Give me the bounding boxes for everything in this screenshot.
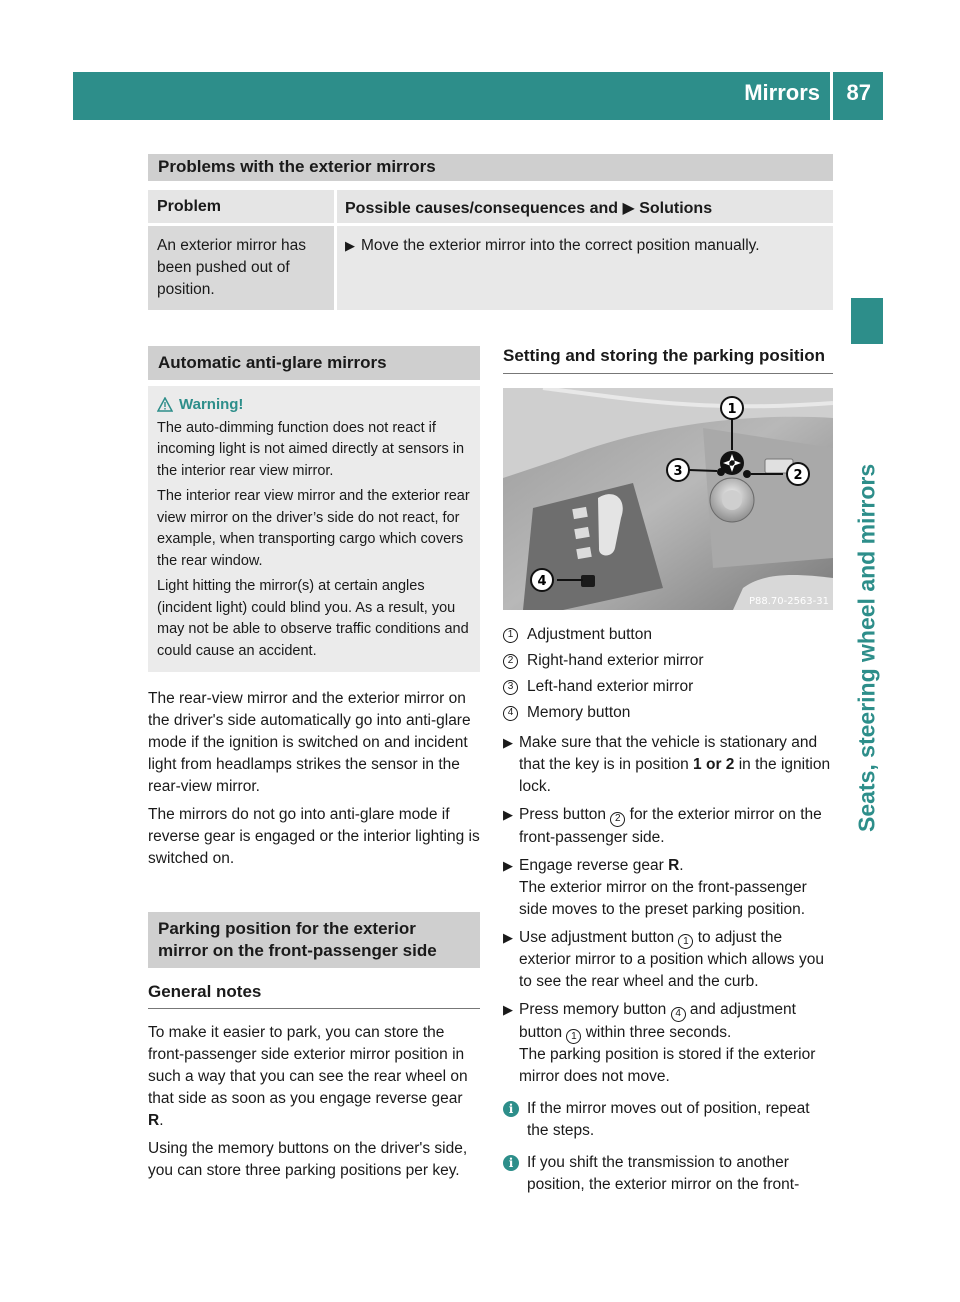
section-heading-setting-parking: Setting and storing the parking position — [503, 346, 833, 374]
step-arrow-icon: ▶ — [503, 807, 513, 822]
step-arrow-icon: ▶ — [503, 929, 513, 945]
column-header-solutions: Possible causes/consequences and ▶ Solutions — [337, 190, 833, 223]
table-row — [148, 226, 833, 310]
warning-paragraph: The interior rear view mirror and the exterior rear view mirror on the driver’s side do not react, for example, when transporting cargo which covers the rear window. — [157, 488, 470, 569]
side-tab-marker — [851, 298, 883, 344]
body-paragraph: To make it easier to park, you can store the front-passenger side exterior mirror position in such a way that you can see the rear wheel on that side as soon as you engage reverse gear R. — [148, 1024, 468, 1129]
info-note: i If the mirror moves out of position, repeat the steps. — [503, 1098, 833, 1142]
info-icon: i — [503, 1101, 519, 1117]
legend-list — [503, 622, 833, 726]
list-item: 1 Adjustment button — [503, 622, 833, 648]
instruction-step: ▶ Press memory button 4 and adjustment button 1 within three seconds. The parking position is stored if the exterior mirror does not move. — [503, 999, 833, 1088]
instruction-step: ▶ Make sure that the vehicle is stationary and that the key is in position 1 or 2 in the ignition lock. — [503, 732, 833, 798]
photo-reference-code: P88.70-2563-31 — [748, 596, 829, 607]
subheading-general-notes: General notes — [148, 982, 480, 1009]
solution-text: Move the exterior mirror into the correct position manually. — [361, 237, 760, 254]
body-paragraph: The mirrors do not go into anti-glare mode if reverse gear is engaged or the interior lighting is switched on. — [148, 806, 480, 867]
instruction-step: ▶ Engage reverse gear R. The exterior mirror on the front-passenger side moves to the preset parking position. — [503, 855, 833, 921]
callout-label: 3 — [673, 464, 683, 479]
section-heading-anti-glare: Automatic anti-glare mirrors — [148, 346, 480, 380]
door-controls-illustration — [503, 388, 833, 610]
info-note: i If you shift the transmission to another position, the exterior mirror on the front- — [503, 1152, 833, 1196]
body-paragraph: The rear-view mirror and the exterior mirror on the driver's side automatically go into anti-glare mode if the ignition is switched on and incident light from headlamps strikes the sensor in the rear-view mirror. — [148, 690, 471, 795]
column-header-problem: Problem — [148, 190, 334, 223]
solution-cell — [337, 226, 833, 310]
header-bar — [73, 72, 883, 120]
chapter-title: Mirrors — [744, 80, 820, 105]
instruction-step: ▶ Use adjustment button 1 to adjust the exterior mirror to a position which allows you to see the rear wheel and the curb. — [503, 927, 833, 994]
callout-label: 2 — [793, 468, 803, 483]
problem-cell: An exterior mirror has been pushed out of position. — [148, 226, 334, 310]
header-divider — [830, 72, 833, 120]
warning-paragraph: The auto-dimming function does not react if incoming light is not aimed directly at sensors in the interior rear view mirror. — [157, 419, 465, 479]
table-title: Problems with the exterior mirrors — [148, 154, 833, 181]
step-arrow-icon: ▶ — [503, 857, 513, 873]
list-item: 4 Memory button — [503, 700, 833, 726]
section-heading-parking-position: Parking position for the exterior mirror on the front-passenger side — [148, 912, 480, 968]
problems-table — [148, 154, 833, 310]
callout-label: 1 — [727, 402, 737, 417]
step-arrow-icon: ▶ — [503, 1002, 513, 1017]
instruction-step: ▶ Press button 2 for the exterior mirror on the front-passenger side. — [503, 804, 833, 849]
step-arrow-icon: ▶ — [503, 735, 513, 750]
list-item: 2 Right-hand exterior mirror — [503, 648, 833, 674]
warning-box — [148, 386, 480, 672]
list-item: 3 Left-hand exterior mirror — [503, 674, 833, 700]
step-arrow-icon: ▶ — [345, 238, 355, 253]
side-section-label: Seats, steering wheel and mirrors — [853, 463, 880, 832]
callout-label: 4 — [537, 574, 547, 589]
page-number: 87 — [846, 80, 871, 105]
info-icon: i — [503, 1155, 519, 1171]
right-column — [503, 346, 833, 1196]
warning-title: Warning! — [179, 396, 244, 413]
table-header-row — [148, 190, 833, 223]
left-column — [148, 346, 480, 1182]
body-paragraph: Using the memory buttons on the driver's side, you can store three parking positions per key. — [148, 1140, 468, 1179]
door-panel-photo — [503, 388, 833, 610]
warning-paragraph: Light hitting the mirror(s) at certain angles (incident light) could blind you. As a result, you may not be able to observe traffic conditions and could cause an accident. — [157, 578, 469, 659]
warning-triangle-icon — [157, 397, 173, 412]
